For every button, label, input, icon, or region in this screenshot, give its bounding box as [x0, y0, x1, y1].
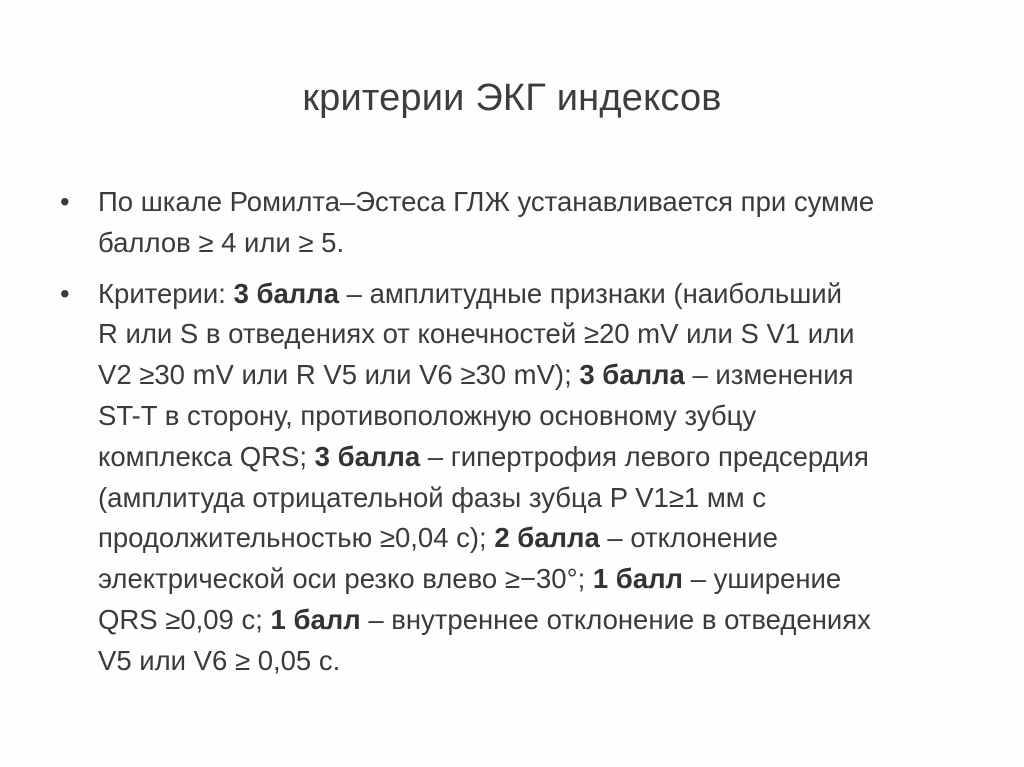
- text-run: V5 или V6 ≥ 0,05 с.: [98, 644, 341, 676]
- text-run: электрической оси резко влево ≥−30°;: [98, 563, 593, 595]
- text-run: – уширение: [683, 563, 842, 595]
- text-line: [98, 600, 960, 641]
- text-line: [98, 274, 960, 315]
- bullet-marker: •: [60, 186, 70, 217]
- text-line: [98, 314, 960, 355]
- bullet-marker: •: [60, 277, 70, 309]
- text-run: комплекса QRS;: [98, 440, 315, 472]
- score-emphasis: 3 балла: [314, 440, 421, 472]
- bullet-item-1: [60, 182, 960, 264]
- text-run: продолжительностью ≥0,04 с);: [98, 522, 495, 554]
- slide-title: критерии ЭКГ индексов: [302, 77, 722, 119]
- score-emphasis: 3 балла: [233, 277, 340, 309]
- text-line: [98, 355, 960, 396]
- text-run: QRS ≥0,09 с;: [98, 603, 271, 635]
- score-emphasis: 1 балл: [592, 563, 684, 595]
- slide-body: [60, 182, 960, 692]
- text-line: [98, 641, 960, 682]
- text-run: По шкале Ромилта–Эстеса ГЛЖ устанавливается при сумме: [98, 186, 875, 217]
- text-line: [98, 223, 960, 264]
- text-run: – изменения: [684, 359, 854, 391]
- text-line: [98, 518, 960, 559]
- text-line: [98, 437, 960, 478]
- text-run: R или S в отведениях от конечностей ≥20 mV или S V1 или: [98, 318, 855, 350]
- text-run: – внутреннее отклонение в отведениях: [360, 603, 871, 635]
- text-run: – амплитудные признаки (наибольший: [339, 277, 843, 309]
- score-emphasis: 3 балла: [579, 359, 685, 391]
- bullet-text: [98, 274, 960, 682]
- text-line: [98, 559, 960, 600]
- text-line: [98, 396, 960, 437]
- text-run: баллов ≥ 4 или ≥ 5.: [98, 226, 345, 258]
- text-line: [98, 478, 960, 519]
- bullet-item-2: [60, 274, 960, 682]
- text-run: ST-T в сторону, противоположную основному зубцу: [98, 399, 757, 431]
- text-run: (амплитуда отрицательной фазы зубца P V1≥1 мм с: [98, 481, 767, 513]
- text-run: V2 ≥30 mV или R V5 или V6 ≥30 mV);: [98, 359, 580, 391]
- score-emphasis: 2 балла: [494, 522, 600, 554]
- text-run: – гипертрофия левого предсердия: [420, 440, 869, 472]
- text-run: – отклонение: [599, 522, 778, 554]
- bullet-text: [98, 182, 960, 264]
- text-line: [98, 182, 960, 223]
- score-emphasis: 1 балл: [270, 603, 361, 635]
- text-run: Критерии:: [98, 277, 234, 309]
